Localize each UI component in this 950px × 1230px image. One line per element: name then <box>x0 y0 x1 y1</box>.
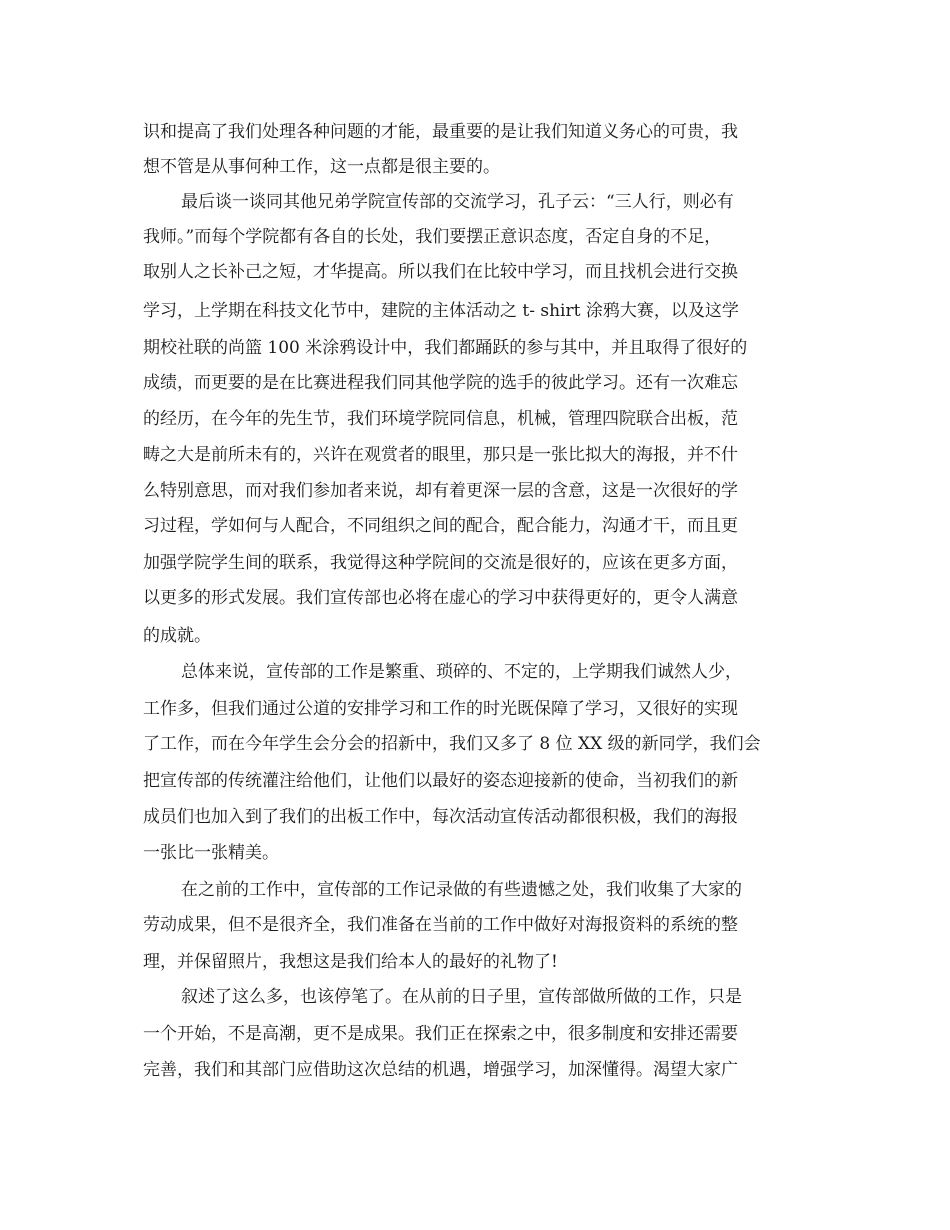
text-line: 的经历，在今年的先生节，我们环境学院同信息，机械，管理四院联合出板，范 <box>143 409 738 429</box>
text-line: 想不管是从事何种工作，这一点都是很主要的。 <box>143 157 500 177</box>
text-line: 劳动成果，但不是很齐全，我们准备在当前的工作中做好对海报资料的系统的整 <box>143 915 738 935</box>
text-line: 理，并保留照片，我想这是我们给本人的最好的礼物了! <box>143 952 558 972</box>
text-line: 以更多的形式发展。我们宣传部也必将在虚心的学习中获得更好的，更令人满意 <box>143 588 738 608</box>
text-line: 么特别意思，而对我们参加者来说，却有着更深一层的含意，这是一次很好的学 <box>143 481 738 501</box>
text-line: 成员们也加入到了我们的出板工作中，每次活动宣传活动都很积极，我们的海报 <box>143 807 738 827</box>
text-line: 畴之大是前所未有的，兴许在观赏者的眼里，那只是一张比拟大的海报，并不什 <box>143 445 738 465</box>
text-line: 识和提高了我们处理各种问题的才能，最重要的是让我们知道义务心的可贵，我 <box>143 122 738 142</box>
text-line: 成绩，而更要的是在比赛进程我们同其他学院的选手的彼此学习。还有一次难忘 <box>143 373 738 393</box>
text-line: 学习，上学期在科技文化节中，建院的主体活动之 t- shirt 涂鸦大赛，以及这学 <box>143 301 739 321</box>
text-line: 一个开始，不是高潮，更不是成果。我们正在探索之中，很多制度和安排还需要 <box>143 1024 738 1044</box>
text-line: 的成就。 <box>143 626 211 646</box>
text-line: 把宣传部的传统灌注给他们，让他们以最好的姿态迎接新的使命，当初我们的新 <box>143 771 738 791</box>
text-line: 加强学院学生间的联系，我觉得这种学院间的交流是很好的，应该在更多方面， <box>143 553 738 573</box>
text-line: 完善，我们和其部门应借助这次总结的机遇，增强学习，加深懂得。渴望大家广 <box>143 1060 738 1080</box>
text-line: 一张比一张精美。 <box>143 843 279 863</box>
paragraph-first-line: 在之前的工作中，宣传部的工作记录做的有些遗憾之处，我们收集了大家的 <box>181 880 742 900</box>
text-line: 期校社联的尚篮 100 米涂鸦设计中，我们都踊跃的参与其中，并且取得了很好的 <box>143 338 748 358</box>
text-line: 取别人之长补己之短，才华提高。所以我们在比较中学习，而且找机会进行交换 <box>143 262 738 282</box>
text-line: 了工作，而在今年学生会分会的招新中，我们又多了 8 位 XX 级的新同学，我们会 <box>143 734 761 754</box>
text-line: 工作多，但我们通过公道的安排学习和工作的时光既保障了学习，又很好的实现 <box>143 699 738 719</box>
text-line: 我师。”而每个学院都有各自的长处，我们要摆正意识态度，否定自身的不足， <box>143 227 722 247</box>
paragraph-first-line: 叙述了这么多，也该停笔了。在从前的日子里，宣传部做所做的工作，只是 <box>181 987 742 1007</box>
text-line: 习过程，学如何与人配合，不同组织之间的配合，配合能力，沟通才干，而且更 <box>143 516 738 536</box>
paragraph-first-line: 最后谈一谈同其他兄弟学院宣传部的交流学习，孔子云：“三人行，则必有 <box>181 192 734 212</box>
paragraph-first-line: 总体来说，宣传部的工作是繁重、琐碎的、不定的，上学期我们诚然人少， <box>181 662 742 682</box>
